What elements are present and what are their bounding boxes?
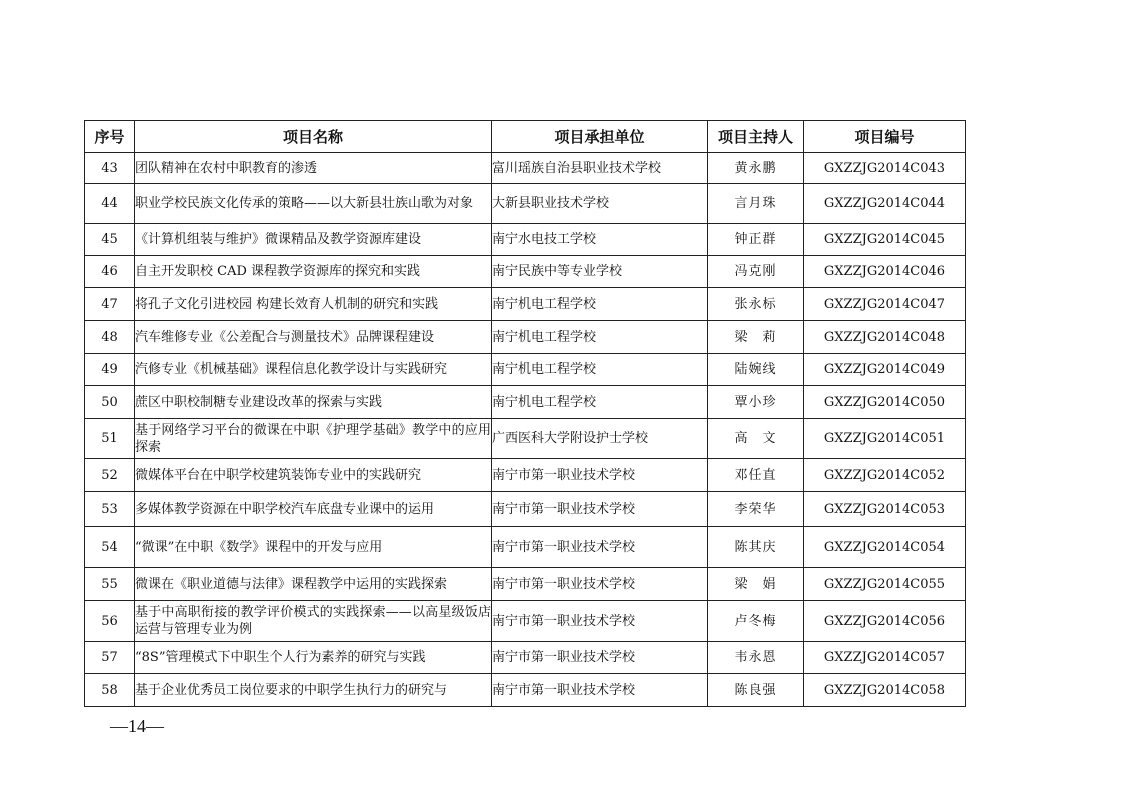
cell-no: 45 — [85, 224, 135, 256]
cell-no: 53 — [85, 492, 135, 527]
cell-host: 梁 莉 — [708, 321, 804, 354]
cell-code: GXZZJG2014C046 — [804, 256, 966, 288]
cell-project-name: 职业学校民族文化传承的策略——以大新县壮族山歌为对象 — [135, 184, 492, 224]
project-table — [84, 120, 966, 707]
cell-code: GXZZJG2014C054 — [804, 527, 966, 568]
cell-project-name: “8S”管理模式下中职生个人行为素养的研究与实践 — [135, 642, 492, 674]
table-row — [85, 459, 966, 492]
cell-host: 邓任直 — [708, 459, 804, 492]
cell-host: 陆婉线 — [708, 354, 804, 386]
cell-unit: 南宁市第一职业技术学校 — [492, 674, 708, 707]
cell-unit: 南宁水电技工学校 — [492, 224, 708, 256]
cell-host: 言月珠 — [708, 184, 804, 224]
cell-host: 张永标 — [708, 288, 804, 321]
cell-no: 50 — [85, 386, 135, 419]
cell-unit: 南宁市第一职业技术学校 — [492, 568, 708, 601]
cell-host: 李荣华 — [708, 492, 804, 527]
cell-no: 52 — [85, 459, 135, 492]
table-row — [85, 527, 966, 568]
cell-host: 陈良强 — [708, 674, 804, 707]
cell-code: GXZZJG2014C050 — [804, 386, 966, 419]
cell-code: GXZZJG2014C056 — [804, 601, 966, 642]
page-number: —14— — [110, 716, 164, 736]
table-row — [85, 601, 966, 642]
cell-no: 49 — [85, 354, 135, 386]
table-body — [85, 153, 966, 707]
cell-project-name: 基于中高职衔接的教学评价模式的实践探索——以高星级饭店运营与管理专业为例 — [135, 601, 492, 642]
cell-project-name: 汽修专业《机械基础》课程信息化教学设计与实践研究 — [135, 354, 492, 386]
cell-project-name: 微课在《职业道德与法律》课程教学中运用的实践探索 — [135, 568, 492, 601]
cell-project-name: 《计算机组装与维护》微课精品及教学资源库建设 — [135, 224, 492, 256]
cell-no: 55 — [85, 568, 135, 601]
cell-project-name: 自主开发职校 CAD 课程教学资源库的探究和实践 — [135, 256, 492, 288]
table-row — [85, 642, 966, 674]
cell-host: 黄永鹏 — [708, 153, 804, 184]
cell-unit: 南宁机电工程学校 — [492, 288, 708, 321]
cell-unit: 南宁机电工程学校 — [492, 354, 708, 386]
header-no: 序号 — [85, 121, 135, 153]
cell-no: 47 — [85, 288, 135, 321]
cell-project-name: 汽车维修专业《公差配合与测量技术》品牌课程建设 — [135, 321, 492, 354]
table-row — [85, 224, 966, 256]
cell-host: 韦永恩 — [708, 642, 804, 674]
cell-code: GXZZJG2014C057 — [804, 642, 966, 674]
table-row — [85, 386, 966, 419]
cell-unit: 大新县职业技术学校 — [492, 184, 708, 224]
cell-host: 陈其庆 — [708, 527, 804, 568]
cell-unit: 南宁机电工程学校 — [492, 321, 708, 354]
cell-code: GXZZJG2014C055 — [804, 568, 966, 601]
cell-unit: 广西医科大学附设护士学校 — [492, 419, 708, 459]
cell-unit: 富川瑶族自治县职业技术学校 — [492, 153, 708, 184]
header-code: 项目编号 — [804, 121, 966, 153]
cell-project-name: 基于网络学习平台的微课在中职《护理学基础》教学中的应用探索 — [135, 419, 492, 459]
cell-no: 51 — [85, 419, 135, 459]
cell-code: GXZZJG2014C052 — [804, 459, 966, 492]
header-host: 项目主持人 — [708, 121, 804, 153]
cell-host: 梁 娟 — [708, 568, 804, 601]
cell-code: GXZZJG2014C044 — [804, 184, 966, 224]
cell-unit: 南宁市第一职业技术学校 — [492, 459, 708, 492]
cell-code: GXZZJG2014C045 — [804, 224, 966, 256]
table-row — [85, 321, 966, 354]
cell-code: GXZZJG2014C058 — [804, 674, 966, 707]
cell-host: 高 文 — [708, 419, 804, 459]
cell-no: 44 — [85, 184, 135, 224]
cell-project-name: 多媒体教学资源在中职学校汽车底盘专业课中的运用 — [135, 492, 492, 527]
cell-no: 57 — [85, 642, 135, 674]
cell-unit: 南宁市第一职业技术学校 — [492, 601, 708, 642]
table-row — [85, 419, 966, 459]
table-row — [85, 492, 966, 527]
cell-no: 48 — [85, 321, 135, 354]
cell-unit: 南宁市第一职业技术学校 — [492, 492, 708, 527]
cell-unit: 南宁民族中等专业学校 — [492, 256, 708, 288]
cell-code: GXZZJG2014C049 — [804, 354, 966, 386]
cell-host: 钟正群 — [708, 224, 804, 256]
header-row — [85, 121, 966, 153]
cell-project-name: 基于企业优秀员工岗位要求的中职学生执行力的研究与 — [135, 674, 492, 707]
cell-unit: 南宁市第一职业技术学校 — [492, 527, 708, 568]
header-name: 项目名称 — [135, 121, 492, 153]
table-row — [85, 256, 966, 288]
cell-no: 43 — [85, 153, 135, 184]
cell-project-name: 蔗区中职校制糖专业建设改革的探索与实践 — [135, 386, 492, 419]
cell-code: GXZZJG2014C051 — [804, 419, 966, 459]
table-row — [85, 288, 966, 321]
cell-unit: 南宁市第一职业技术学校 — [492, 642, 708, 674]
cell-host: 覃小珍 — [708, 386, 804, 419]
table-row — [85, 674, 966, 707]
cell-host: 冯克刚 — [708, 256, 804, 288]
cell-no: 46 — [85, 256, 135, 288]
cell-no: 54 — [85, 527, 135, 568]
cell-unit: 南宁机电工程学校 — [492, 386, 708, 419]
table-row — [85, 354, 966, 386]
cell-host: 卢冬梅 — [708, 601, 804, 642]
cell-project-name: 将孔子文化引进校园 构建长效育人机制的研究和实践 — [135, 288, 492, 321]
cell-code: GXZZJG2014C043 — [804, 153, 966, 184]
table-row — [85, 568, 966, 601]
table-row — [85, 153, 966, 184]
cell-code: GXZZJG2014C048 — [804, 321, 966, 354]
cell-project-name: 团队精神在农村中职教育的渗透 — [135, 153, 492, 184]
header-unit: 项目承担单位 — [492, 121, 708, 153]
cell-project-name: “微课”在中职《数学》课程中的开发与应用 — [135, 527, 492, 568]
cell-project-name: 微媒体平台在中职学校建筑装饰专业中的实践研究 — [135, 459, 492, 492]
cell-code: GXZZJG2014C047 — [804, 288, 966, 321]
table-row — [85, 184, 966, 224]
cell-code: GXZZJG2014C053 — [804, 492, 966, 527]
cell-no: 56 — [85, 601, 135, 642]
cell-no: 58 — [85, 674, 135, 707]
